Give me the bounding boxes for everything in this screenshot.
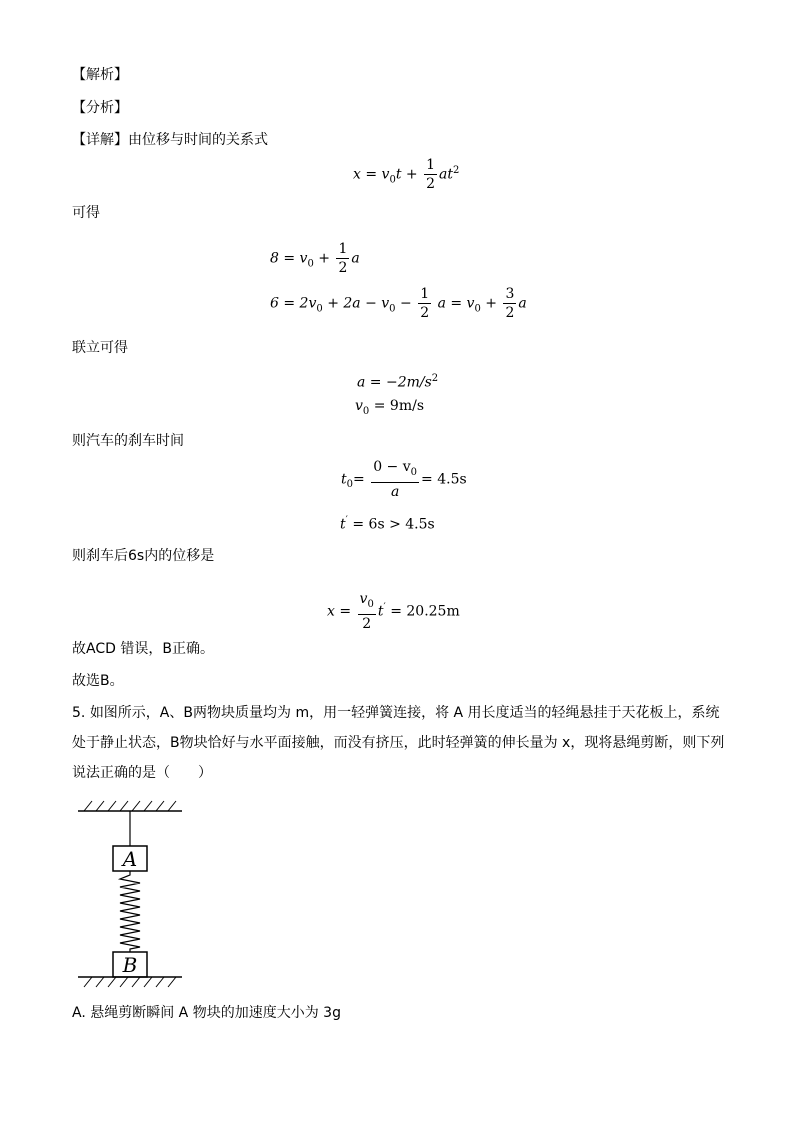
choose-text: 故选B。 (72, 673, 124, 689)
equation-compare-time: t′ = 6s > 4.5s (340, 515, 435, 533)
equation-brake-time: $t_0=$ $\frac{0 - v_0}{a}$ = 4.5s (341, 459, 467, 500)
question-5 (72, 698, 732, 788)
result-velocity: $v_0 = 9m/s$ (355, 398, 425, 417)
equation-first-second: $8 = v_0$ + $\frac{1}{2}$ a (270, 241, 360, 276)
xiangjie-line (72, 130, 268, 150)
equation-displacement-result: x = $\frac{v_0}{2}$ t′ = 20.25m (327, 591, 460, 632)
xiangjie-label: 【详解】 (72, 132, 128, 148)
equation-second-second: $6 = 2v_0 + 2a - v_0$ − $\frac{1}{2}$ $a = v_0$ + $\frac{3}{2}$ a (270, 286, 527, 321)
jiexi-label: 【解析】 (72, 67, 128, 83)
result-acceleration: $a = -2m/s^2$ (357, 373, 439, 391)
equation-displacement: $x = v_0t$ + $\frac{1}{2}$ $at^2$ (353, 157, 460, 192)
conclusion-text: 故ACD 错误，B正确。 (72, 641, 214, 657)
floor-hatch (78, 977, 182, 987)
lianli-text: 联立可得 (72, 340, 128, 356)
block-b-label: B (122, 953, 138, 977)
kede-text: 可得 (72, 205, 100, 221)
spring-block-diagram (70, 795, 190, 995)
ceiling-hatch (78, 801, 182, 811)
fraction: $\frac{3}{2}$ (505, 286, 515, 321)
fraction: $\frac{1}{2}$ (338, 241, 348, 276)
question-number: 5. (72, 705, 86, 721)
option-a[interactable]: A. 悬绳剪断瞬间 A 物块的加速度大小为 3g (72, 1005, 341, 1021)
question-text: 如图所示，A、B两物块质量均为 m，用一轻弹簧连接，将 A 用长度适当的轻绳悬挂于天花板上，系统处于静止状态，B物块恰好与水平面接触，而没有挤压，此时轻弹簧的伸长量为 x，现将悬绳剪断，则下列说法正确的是（ ） (72, 705, 725, 781)
block-a-label: A (122, 847, 138, 871)
fraction: $\frac{1}{2}$ (426, 157, 435, 192)
intro-text: 由位移与时间的关系式 (128, 132, 268, 148)
spring (120, 871, 140, 952)
fenxi-label: 【分析】 (72, 100, 128, 116)
fraction: $\frac{v_0}{2}$ (359, 591, 374, 632)
shache-text: 则汽车的刹车时间 (72, 433, 184, 449)
weiyi-text: 则刹车后6s内的位移是 (72, 548, 215, 564)
fraction: $\frac{1}{2}$ (420, 286, 430, 321)
fraction: $\frac{0 - v_0}{a}$ (373, 459, 418, 500)
